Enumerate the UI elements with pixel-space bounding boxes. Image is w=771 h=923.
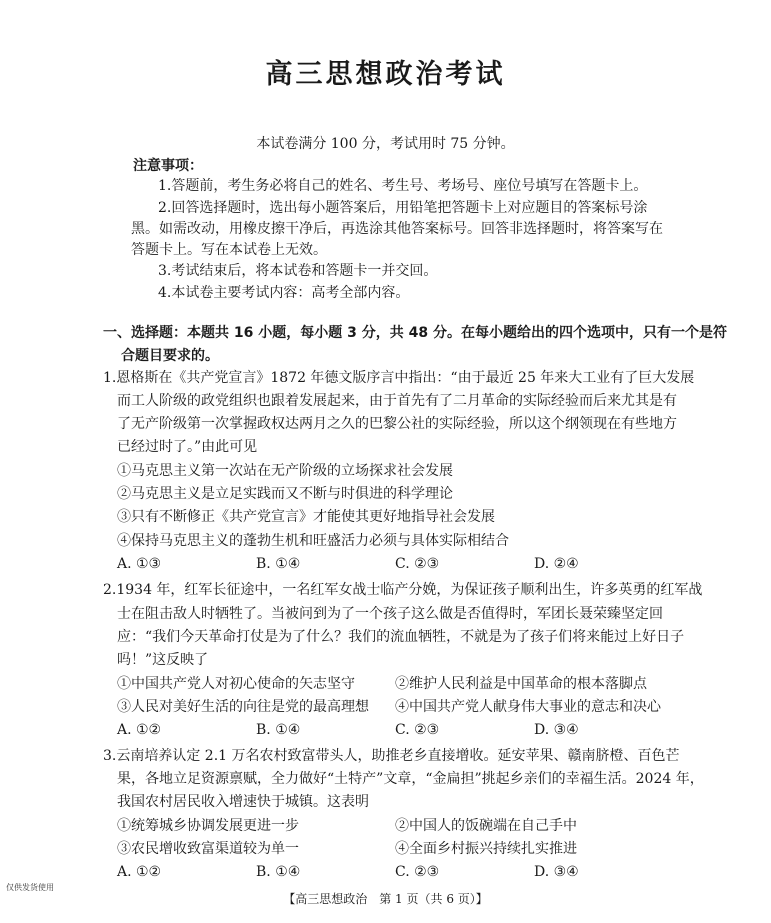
notice-item: 1.答题前，考生务必将自己的姓名、考生号、考场号、座位号填写在答题卡上。 — [158, 178, 648, 194]
notice-item: 3.考试结束后，将本试卷和答题卡一并交回。 — [158, 263, 438, 279]
question-1-statement: ①马克思主义第一次站在无产阶级的立场探求社会发展 — [117, 463, 453, 479]
question-2-option-a: A. ①② — [117, 722, 162, 738]
question-1-option-d: D. ②④ — [534, 556, 579, 572]
section-heading: 一、选择题：本题共 16 小题，每小题 3 分，共 48 分。在每小题给出的四个选项中，只有一个是符 — [103, 325, 727, 341]
question-1-stem: 而工人阶级的政党组织也跟着发展起来，由于首先有了二月革命的实际经验而后来尤其是有 — [117, 393, 677, 409]
question-2-stem: 士在阻击敌人时牺牲了。当被问到为了一个孩子这么做是否值得时，军团长聂荣臻坚定回 — [117, 606, 663, 622]
page-footer: 【高三思想政治 第 1 页（共 6 页）】 — [283, 892, 488, 906]
notice-item: 2.回答选择题时，选出每小题答案后，用铅笔把答题卡上对应题目的答案标号涂 — [158, 200, 648, 216]
question-3-option-a: A. ①② — [117, 864, 162, 880]
question-2-statement: ①中国共产党人对初心使命的矢志坚守 — [117, 676, 355, 692]
question-2-option-b: B. ①④ — [256, 722, 301, 738]
question-2-statement: ③人民对美好生活的向往是党的最高理想 — [117, 699, 369, 715]
exam-info: 本试卷满分 100 分，考试用时 75 分钟。 — [256, 136, 515, 152]
question-2-stem: 2.1934 年，红军长征途中，一名红军女战士临产分娩，为保证孩子顺利出生，许多英勇的红军战 — [103, 582, 703, 598]
question-2-option-c: C. ②③ — [395, 722, 440, 738]
question-1-stem: 了无产阶级第一次掌握政权达两月之久的巴黎公社的实际经验，所以这个纲领现在有些地方 — [117, 416, 677, 432]
question-3-statement: ②中国人的饭碗端在自己手中 — [395, 818, 577, 834]
question-3-option-d: D. ③④ — [534, 864, 579, 880]
question-1-option-a: A. ①③ — [117, 556, 162, 572]
notice-item: 黑。如需改动，用橡皮擦干净后，再选涂其他答案标号。回答非选择题时，将答案写在 — [131, 221, 663, 237]
question-1-stem: 已经过时了。”由此可见 — [117, 439, 258, 455]
question-1-option-c: C. ②③ — [395, 556, 440, 572]
question-3-statement: ①统筹城乡协调发展更进一步 — [117, 818, 299, 834]
question-2-statement: ④中国共产党人献身伟大事业的意志和决心 — [395, 699, 661, 715]
question-3-statement: ④全面乡村振兴持续扎实推进 — [395, 841, 577, 857]
side-note: 仅供发货使用 — [6, 883, 54, 892]
page-title: 高三思想政治考试 — [265, 59, 506, 90]
question-3-stem: 3.云南培养认定 2.1 万名农村致富带头人，助推老乡直接增收。延安苹果、赣南脐橙、百色芒 — [103, 748, 680, 764]
notice-heading: 注意事项： — [133, 158, 203, 174]
question-3-statement: ③农民增收致富渠道较为单一 — [117, 841, 299, 857]
question-2-stem: 吗！”这反映了 — [117, 652, 209, 668]
question-1-statement: ④保持马克思主义的蓬勃生机和旺盛活力必须与具体实际相结合 — [117, 533, 509, 549]
notice-item: 答题卡上。写在本试卷上无效。 — [131, 242, 327, 258]
question-1-option-b: B. ①④ — [256, 556, 301, 572]
notice-item: 4.本试卷主要考试内容：高考全部内容。 — [158, 285, 410, 301]
question-3-stem: 我国农村居民收入增速快于城镇。这表明 — [117, 794, 369, 810]
question-1-statement: ②马克思主义是立足实践而又不断与时俱进的科学理论 — [117, 486, 453, 502]
question-3-stem: 果，各地立足资源禀赋，全力做好“土特产”文章，“金扁担”挑起乡亲们的幸福生活。2024 年， — [117, 771, 704, 787]
question-2-option-d: D. ③④ — [534, 722, 579, 738]
question-1-statement: ③只有不断修正《共产党宣言》才能使其更好地指导社会发展 — [117, 509, 495, 525]
question-1-stem: 1.恩格斯在《共产党宣言》1872 年德文版序言中指出：“由于最近 25 年来大工业有了巨大发展 — [103, 370, 695, 386]
question-3-option-c: C. ②③ — [395, 864, 440, 880]
question-3-option-b: B. ①④ — [256, 864, 301, 880]
question-2-stem: 应：“我们今天革命打仗是为了什么？我们的流血牺牲，不就是为了孩子们将来能过上好日子 — [117, 629, 685, 645]
section-heading-cont: 合题目要求的。 — [121, 348, 219, 364]
question-2-statement: ②维护人民利益是中国革命的根本落脚点 — [395, 676, 647, 692]
